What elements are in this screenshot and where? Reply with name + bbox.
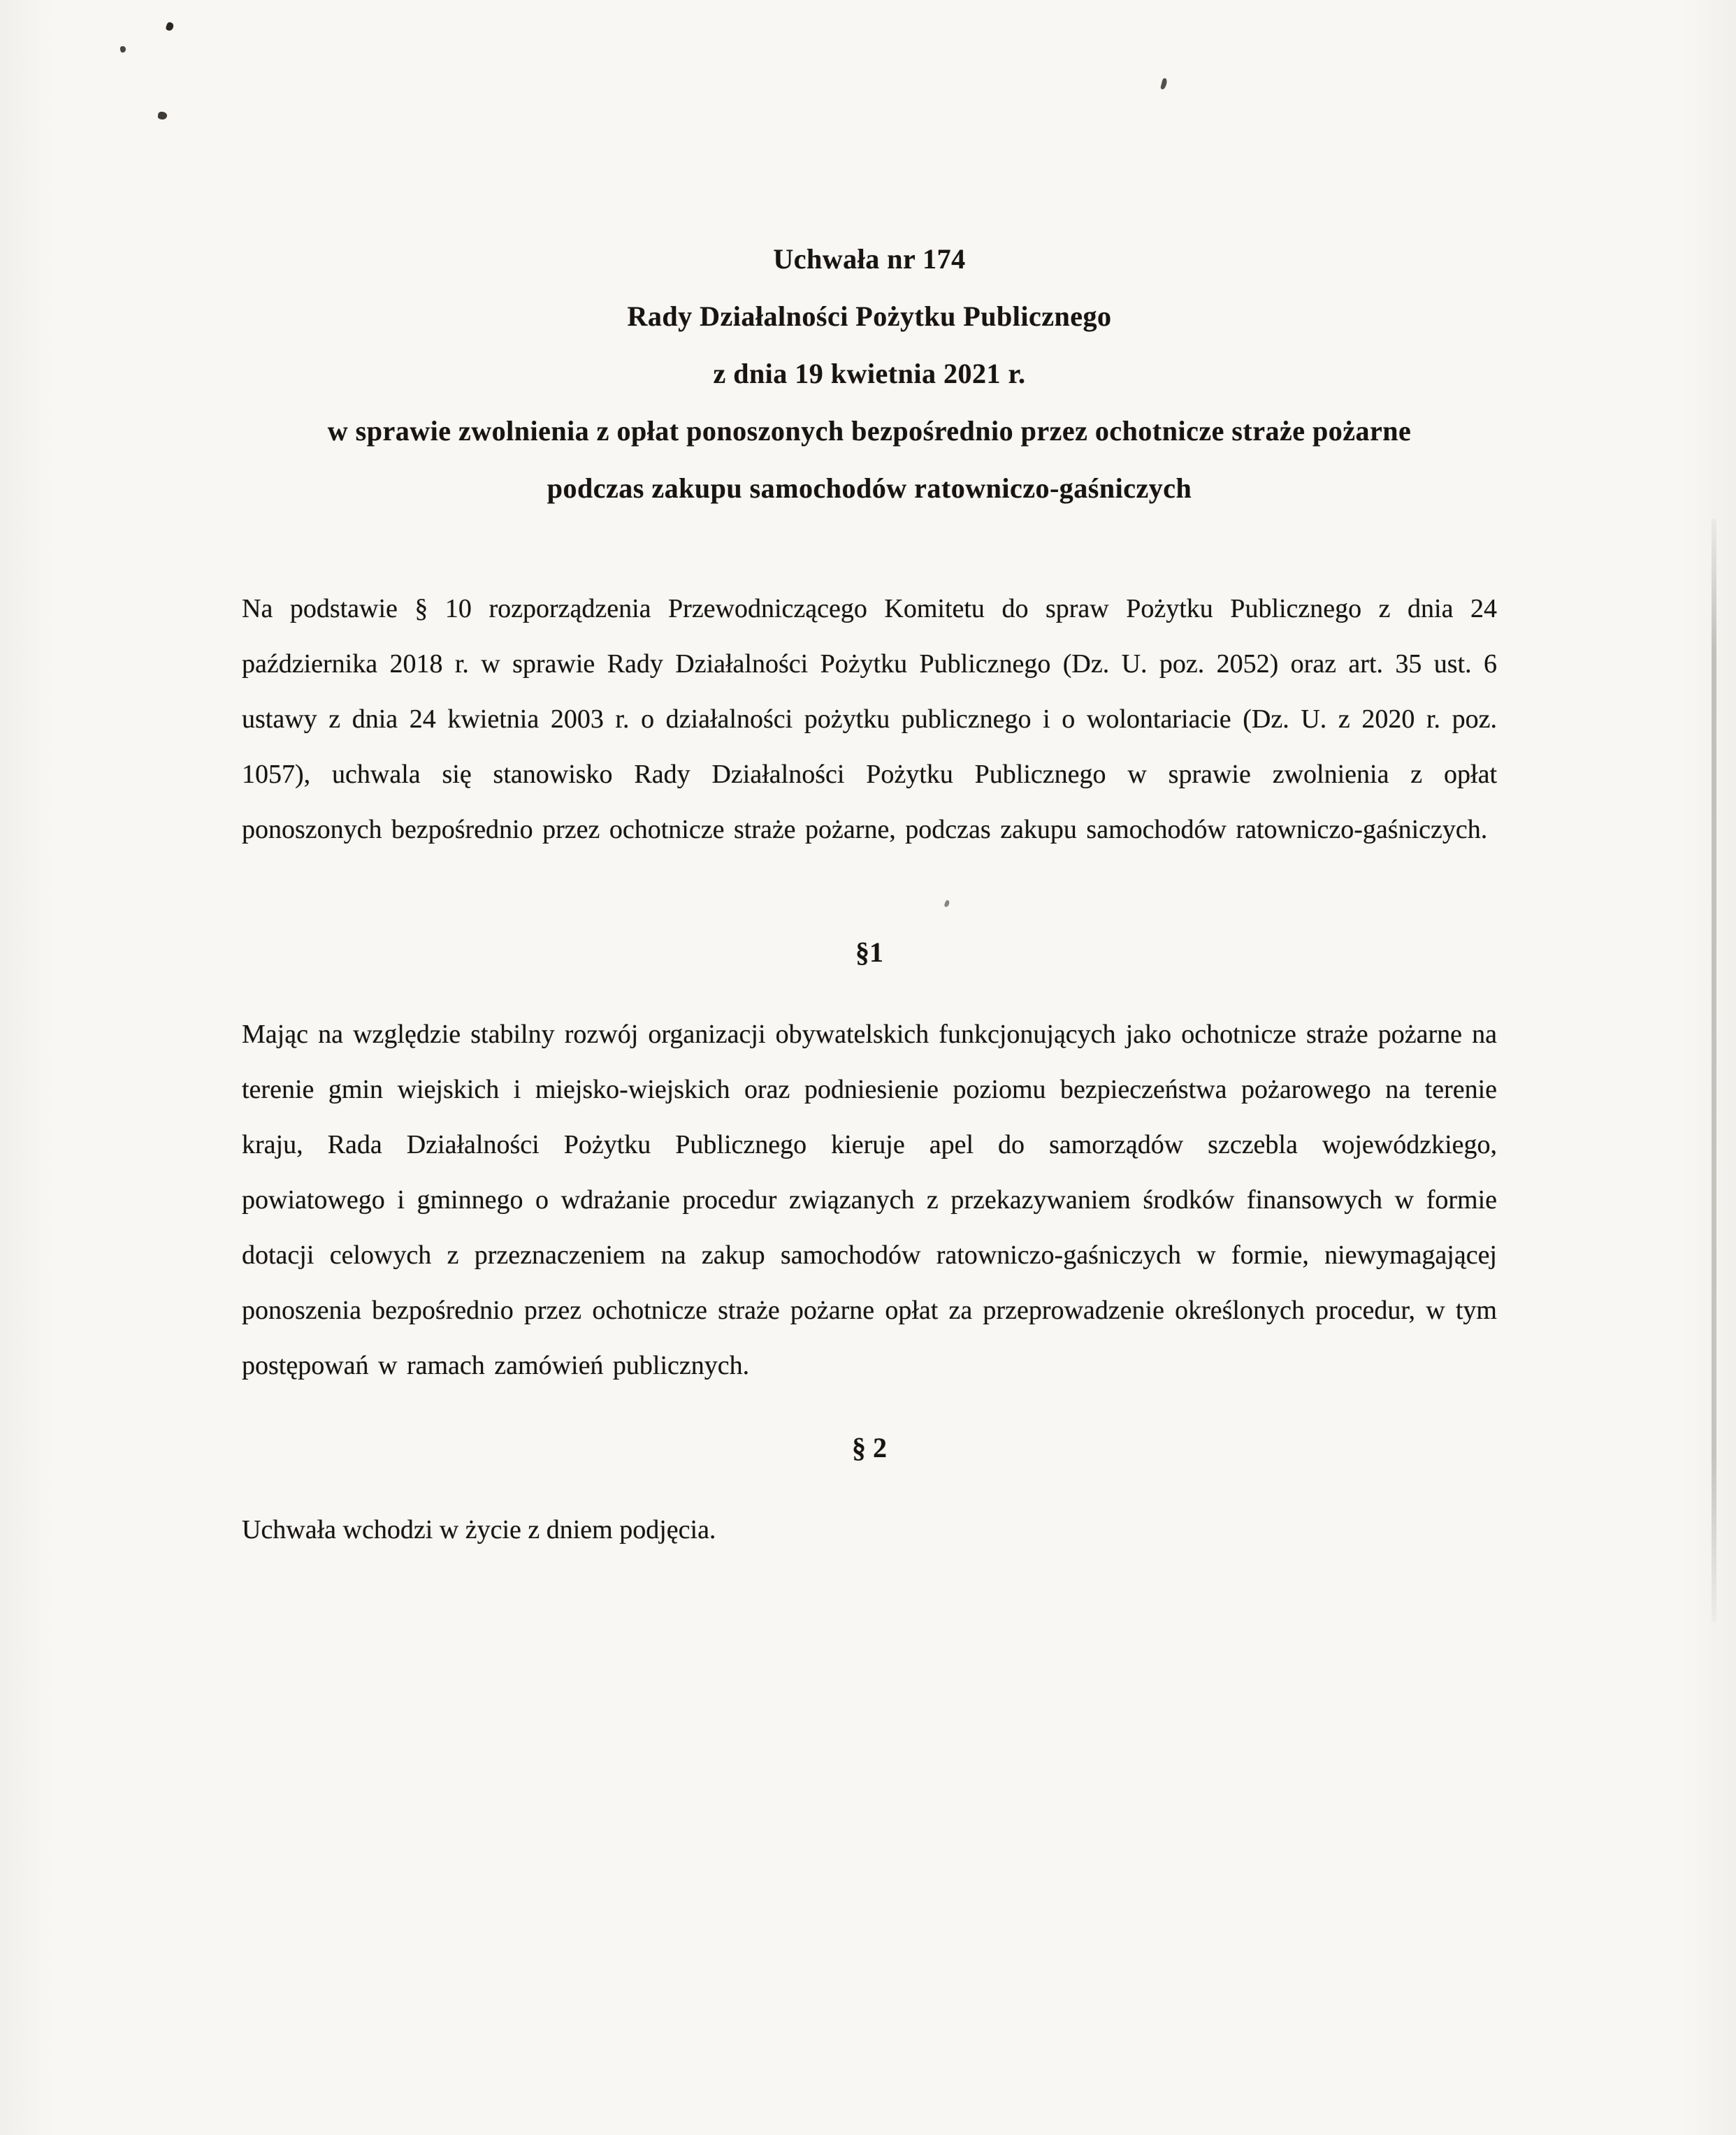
document-title-block [242,231,1497,517]
scan-artifact [157,111,167,120]
section-1-paragraph: Mając na względzie stabilny rozwój organizacji obywatelskich funkcjonujących jako ochotnicze straże pożarne na terenie gmin wiejskich i miejsko-wiejskich oraz podniesienie poziomu bezpieczeństwa pożarowego na terenie kraju, Rada Działalności Pożytku Publicznego kieruje apel do samorządów szczebla wojewódzkiego, powiatowego i gminnego o wdrażanie procedur związanych z przekazywaniem środków finansowych w formie dotacji celowych z przeznaczeniem na zakup samochodów ratowniczo-gaśniczych w formie, niewymagającej ponoszenia bezpośrednio przez ochotnicze straże pożarne opłat za przeprowadzenie określonych procedur, w tym postępowań w ramach zamówień publicznych. [242,1020,1497,1380]
section-1-heading: §1 [855,936,883,968]
title-line-date: z dnia 19 kwietnia 2021 r. [713,358,1026,389]
title-line-resolution-number: Uchwała nr 174 [773,243,966,275]
title-line-subject-2: podczas zakupu samochodów ratowniczo-gaśniczych [547,472,1192,504]
scan-artifact [1160,78,1168,89]
scan-edge-line-artifact [1712,519,1716,1623]
title-line-council-name: Rady Działalności Pożytku Publicznego [627,301,1112,332]
title-line-subject-1: w sprawie zwolnienia z opłat ponoszonych bezpośrednio przez ochotnicze straże pożarne [327,415,1412,447]
document-content [242,231,1497,1584]
section-2-paragraph: Uchwała wchodzi w życie z dniem podjęcia. [242,1515,716,1544]
scan-artifact [165,22,174,32]
preamble-paragraph: Na podstawie § 10 rozporządzenia Przewodniczącego Komitetu do spraw Pożytku Publicznego z dnia 24 października 2018 r. w sprawie Rady Działalności Pożytku Publicznego (Dz. U. poz. 2052) oraz art. 35 ust. 6 ustawy z dnia 24 kwietnia 2003 r. o działalności pożytku publicznego i o wolontariacie (Dz. U. z 2020 r. poz. 1057), uchwala się stanowisko Rady Działalności Pożytku Publicznego w sprawie zwolnienia z opłat ponoszonych bezpośrednio przez ochotnicze straże pożarne, podczas zakupu samochodów ratowniczo-gaśniczych. [242,594,1497,844]
section-2-heading: § 2 [852,1432,887,1463]
scan-artifact [120,45,126,52]
